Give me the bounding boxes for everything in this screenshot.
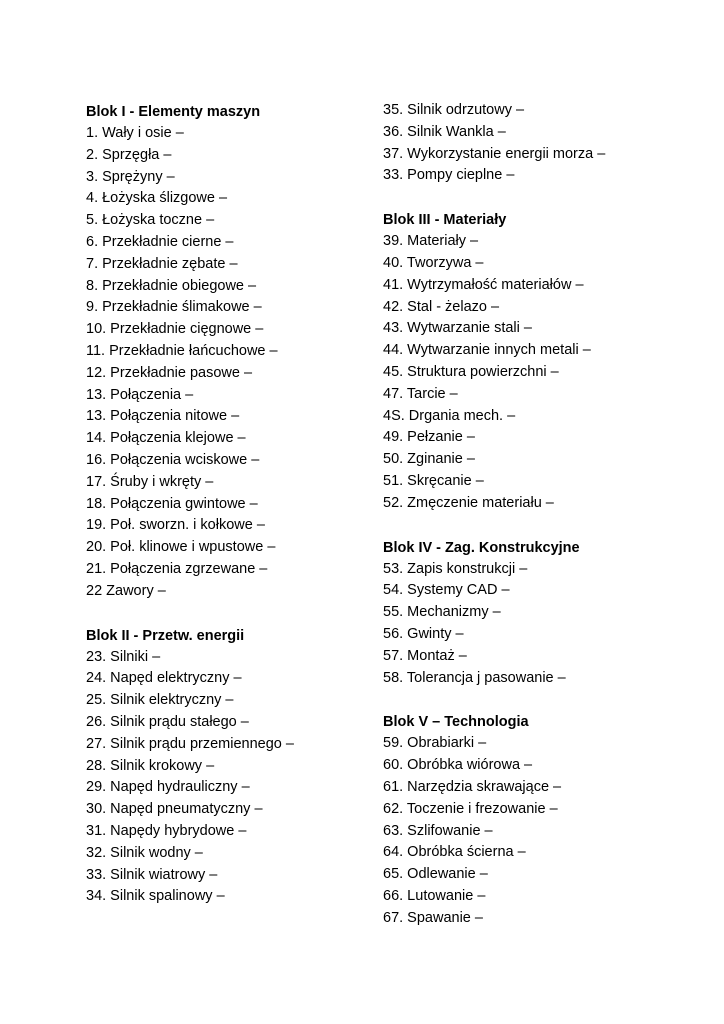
list-item: 21. Połączenia zgrzewane – <box>86 560 268 577</box>
block-section <box>86 101 356 603</box>
list-item: 16. Połączenia wciskowe – <box>86 451 260 468</box>
list-item: 57. Montaż – <box>383 647 467 664</box>
list-item: 22 Zawory – <box>86 582 166 599</box>
list-item: 26. Silnik prądu stałego – <box>86 713 249 730</box>
list-item: 24. Napęd elektryczny – <box>86 670 242 687</box>
list-item: 5. Łożyska toczne – <box>86 212 215 229</box>
list-item: 44. Wytwarzanie innych metali – <box>383 342 591 359</box>
list-item: 33. Silnik wiatrowy – <box>86 866 218 883</box>
list-item: 54. Systemy CAD – <box>383 582 510 599</box>
list-item: 39. Materiały – <box>383 233 479 250</box>
list-item: 43. Wytwarzanie stali – <box>383 320 532 337</box>
block-section <box>383 711 683 929</box>
right-column <box>383 100 683 930</box>
list-item: 6. Przekładnie cierne – <box>86 233 234 250</box>
list-item: 49. Pełzanie – <box>383 429 475 446</box>
list-item: 56. Gwinty – <box>383 625 464 642</box>
list-item: 13. Połączenia – <box>86 386 194 403</box>
list-item: 11. Przekładnie łańcuchowe – <box>86 342 278 359</box>
list-item: 58. Tolerancja j pasowanie – <box>383 669 566 686</box>
list-item: 32. Silnik wodny – <box>86 844 203 861</box>
list-item: 36. Silnik Wankla – <box>383 123 506 140</box>
list-item: 42. Stal - żelazo – <box>383 298 500 315</box>
list-item: 67. Spawanie – <box>383 909 483 926</box>
list-item: 45. Struktura powierzchni – <box>383 363 559 380</box>
list-item: 4S. Drgania mech. – <box>383 407 516 424</box>
list-item: 8. Przekładnie obiegowe – <box>86 277 257 294</box>
list-item: 10. Przekładnie cięgnowe – <box>86 321 264 338</box>
block-heading: Blok III - Materiały <box>383 212 507 229</box>
list-item: 63. Szlifowanie – <box>383 822 493 839</box>
list-item: 50. Zginanie – <box>383 451 475 468</box>
list-item: 30. Napęd pneumatyczny – <box>86 801 263 818</box>
list-item: 33. Pompy cieplne – <box>383 167 515 184</box>
list-item: 52. Zmęczenie materiału – <box>383 494 554 511</box>
block-section <box>383 537 683 690</box>
left-column <box>86 101 356 908</box>
list-item: 64. Obróbka ścierna – <box>383 844 526 861</box>
block-heading: Blok V – Technologia <box>383 714 529 731</box>
list-item: 34. Silnik spalinowy – <box>86 888 225 905</box>
list-item: 1. Wały i osie – <box>86 125 184 141</box>
list-item: 9. Przekładnie ślimakowe – <box>86 299 262 316</box>
list-item: 55. Mechanizmy – <box>383 604 501 621</box>
list-item: 65. Odlewanie – <box>383 866 488 883</box>
list-item: 20. Poł. klinowe i wpustowe – <box>86 539 276 556</box>
list-item: 12. Przekładnie pasowe – <box>86 364 253 381</box>
list-item: 35. Silnik odrzutowy – <box>383 102 525 118</box>
list-item: 2. Sprzęgła – <box>86 146 172 163</box>
list-item: 60. Obróbka wiórowa – <box>383 757 533 774</box>
list-item: 3. Sprężyny – <box>86 168 175 185</box>
block-heading: Blok I - Elementy maszyn <box>86 104 261 120</box>
list-item: 31. Napędy hybrydowe – <box>86 822 247 839</box>
block-heading: Blok II - Przetw. energii <box>86 627 245 644</box>
block-section <box>86 625 356 909</box>
list-item: 7. Przekładnie zębate – <box>86 255 238 272</box>
list-item: 61. Narzędzia skrawające – <box>383 778 562 795</box>
list-item: 28. Silnik krokowy – <box>86 757 215 774</box>
list-item: 41. Wytrzymałość materiałów – <box>383 276 584 293</box>
list-item: 14. Połączenia klejowe – <box>86 430 246 447</box>
list-item: 59. Obrabiarki – <box>383 735 487 752</box>
list-item: 66. Lutowanie – <box>383 887 486 904</box>
list-item: 19. Poł. sworzn. i kołkowe – <box>86 517 265 534</box>
list-item: 53. Zapis konstrukcji – <box>383 560 528 577</box>
list-item: 13. Połączenia nitowe – <box>86 408 240 425</box>
block-section <box>383 100 683 187</box>
block-heading: Blok IV - Zag. Konstrukcyjne <box>383 539 580 556</box>
list-item: 51. Skręcanie – <box>383 472 484 489</box>
list-item: 37. Wykorzystanie energii morza – <box>383 145 606 162</box>
list-item: 47. Tarcie – <box>383 385 458 402</box>
list-item: 25. Silnik elektryczny – <box>86 692 234 709</box>
list-item: 17. Śruby i wkręty – <box>86 473 214 490</box>
list-item: 27. Silnik prądu przemiennego – <box>86 735 294 752</box>
list-item: 29. Napęd hydrauliczny – <box>86 779 250 796</box>
list-item: 62. Toczenie i frezowanie – <box>383 800 558 817</box>
list-item: 40. Tworzywa – <box>383 254 484 271</box>
list-item: 4. Łożyska ślizgowe – <box>86 190 228 207</box>
list-item: 18. Połączenia gwintowe – <box>86 495 258 512</box>
list-item: 23. Silniki – <box>86 648 161 665</box>
block-section <box>383 209 683 514</box>
